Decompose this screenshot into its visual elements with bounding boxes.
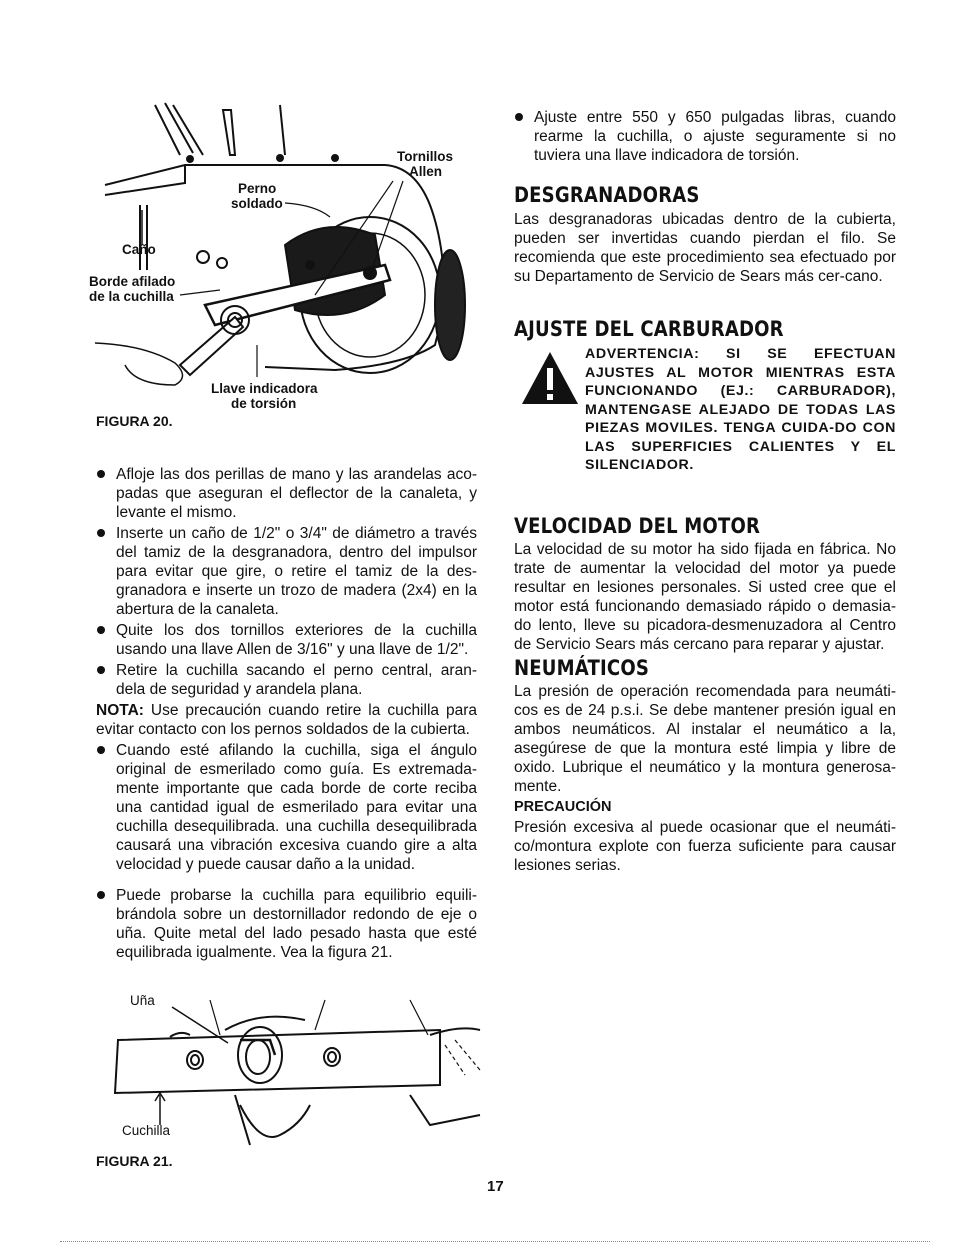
figure-20 (85, 95, 475, 435)
warning-icon (520, 350, 580, 406)
velocidad-text: La velocidad de su motor ha sido fijada en fábrica. No trate de aumentar la velocidad del motor ya puede resultar en lesiones personales. Si usted cree que el motor está funcionando demasiado rápido o demasia-do lento, lleve su picadora-desmenuzadora al Centro de Servicio Sears más cercano para reparar y ajustar. (514, 541, 896, 653)
list-item (96, 524, 477, 619)
warning-text: ADVERTENCIA: SI SE EFECTUAN AJUSTES AL MOTOR MIENTRAS ESTA FUNCIONANDO (EJ.: CARBURADOR), MANTENGASE ALEJADO DE TODAS LAS PIEZAS MOVILES. TENGA CUIDA-DO CON LAS SUPERFICIES CALIENTES Y EL SILENCIADOR. (585, 346, 896, 473)
bullet-icon (97, 470, 105, 478)
list-item-text: Ajuste entre 550 y 650 pulgadas libras, cuando rearme la cuchilla, o ajuste seguramente si no tuviera una llave indicadora de torsión. (534, 109, 896, 164)
list-item-text: Puede probarse la cuchilla para equilibrio equili-brándola sobre un destornillador redondo de eje o uña. Quite metal del lado pesado hasta que esté equilibrada igualmente. Vea la figura 21. (116, 887, 477, 961)
label-de-cuchilla: de la cuchilla (89, 289, 174, 304)
nota-label: NOTA: (96, 702, 144, 719)
list-item-text: Retire la cuchilla sacando el perno central, aran-dela de seguridad y arandela plana. (116, 662, 477, 698)
bullet-icon (97, 891, 105, 899)
figure-21-caption: FIGURA 21. (96, 1153, 173, 1169)
bullet-icon (97, 626, 105, 634)
figure-20-caption: FIGURA 20. (96, 413, 173, 429)
label-borde: Borde afilado (89, 274, 176, 289)
bullet-list-3 (514, 108, 896, 165)
page-number: 17 (487, 1178, 504, 1195)
bullet-icon (97, 746, 105, 754)
figure-21 (110, 985, 490, 1155)
label-perno: Perno (238, 181, 277, 196)
right-top-bullet (514, 108, 896, 167)
list-item (96, 661, 477, 699)
nota-text: Use precaución cuando retire la cuchilla para evitar contacto con los pernos soldados de la cubierta. (96, 702, 477, 738)
label-una: Uña (130, 993, 155, 1008)
label-tornillos: Tornillos (397, 149, 453, 164)
list-item-text: Inserte un caño de 1/2" o 3/4" de diámetro a través del tamiz de la desgranadora, dentro del impulsor para evitar que gire, o retire el tamiz de la des-granadora e inserte un trozo de madera (2x4) en la abertura de la canaleta. (116, 525, 477, 618)
heading-velocidad-motor: VELOCIDAD DEL MOTOR (514, 514, 761, 538)
bullet-icon (515, 113, 523, 121)
list-item (96, 886, 477, 962)
desgranadoras-text: Las desgranadoras ubicadas dentro de la cubierta, pueden ser invertidas cuando pierdan el filo. Se recomienda que este procedimiento sea efectuado por su Departamento de Servicio de Sears más cer-cano. (514, 211, 896, 285)
bullet-list-1 (96, 465, 477, 699)
bullet-list-2 (96, 741, 477, 962)
label-torsion: de torsión (231, 396, 297, 411)
heading-neumaticos: NEUMÁTICOS (514, 656, 650, 680)
bottom-divider (60, 1241, 930, 1242)
heading-desgranadoras: DESGRANADORAS (514, 183, 700, 207)
label-soldado: soldado (231, 196, 283, 211)
label-llave: Llave indicadora (211, 381, 318, 396)
nota-paragraph (96, 701, 477, 739)
left-column (96, 465, 477, 964)
list-item (96, 621, 477, 659)
neumaticos-text: La presión de operación recomendada para neumáti-cos es de 24 p.s.i. Se debe mantener presión igual en ambos neumáticos. Al instalar el neumático a la, asegúrese de que la montura esté limpia y libre de oxido. Lubrique el neumático y la montura generosa-mente. (514, 683, 896, 795)
heading-precaucion: PRECAUCIÓN (514, 799, 612, 815)
label-allen: Allen (409, 164, 443, 179)
precaucion-text: Presión excesiva al puede ocasionar que el neumáti-co/montura explote con fuerza suficiente para causar lesiones serias. (514, 819, 896, 874)
list-item (514, 108, 896, 165)
list-item-text: Afloje las dos perillas de mano y las arandelas aco-padas que aseguran el deflector de la canaleta, y levante el mismo. (116, 466, 477, 521)
list-item (96, 741, 477, 874)
label-cuchilla: Cuchilla (122, 1123, 171, 1138)
list-item-text: Cuando esté afilando la cuchilla, siga el ángulo original de esmerilado como guía. Es extremada-mente importante que cada borde de corte reciba una cantidad igual de esmerilado para evitar una cuchilla desequilibrada. una cuchilla desequilibrada causará una vibración excesiva cuando gire a alta velocidad y puede causar daño a la unidad. (116, 742, 477, 873)
list-item (96, 465, 477, 522)
bullet-icon (97, 529, 105, 537)
heading-ajuste-carburador: AJUSTE DEL CARBURADOR (514, 317, 784, 341)
bullet-icon (97, 666, 105, 674)
list-item-text: Quite los dos tornillos exteriores de la cuchilla usando una llave Allen de 3/16" y una llave de 1/2". (116, 622, 477, 658)
label-cano: Caño (122, 242, 156, 257)
